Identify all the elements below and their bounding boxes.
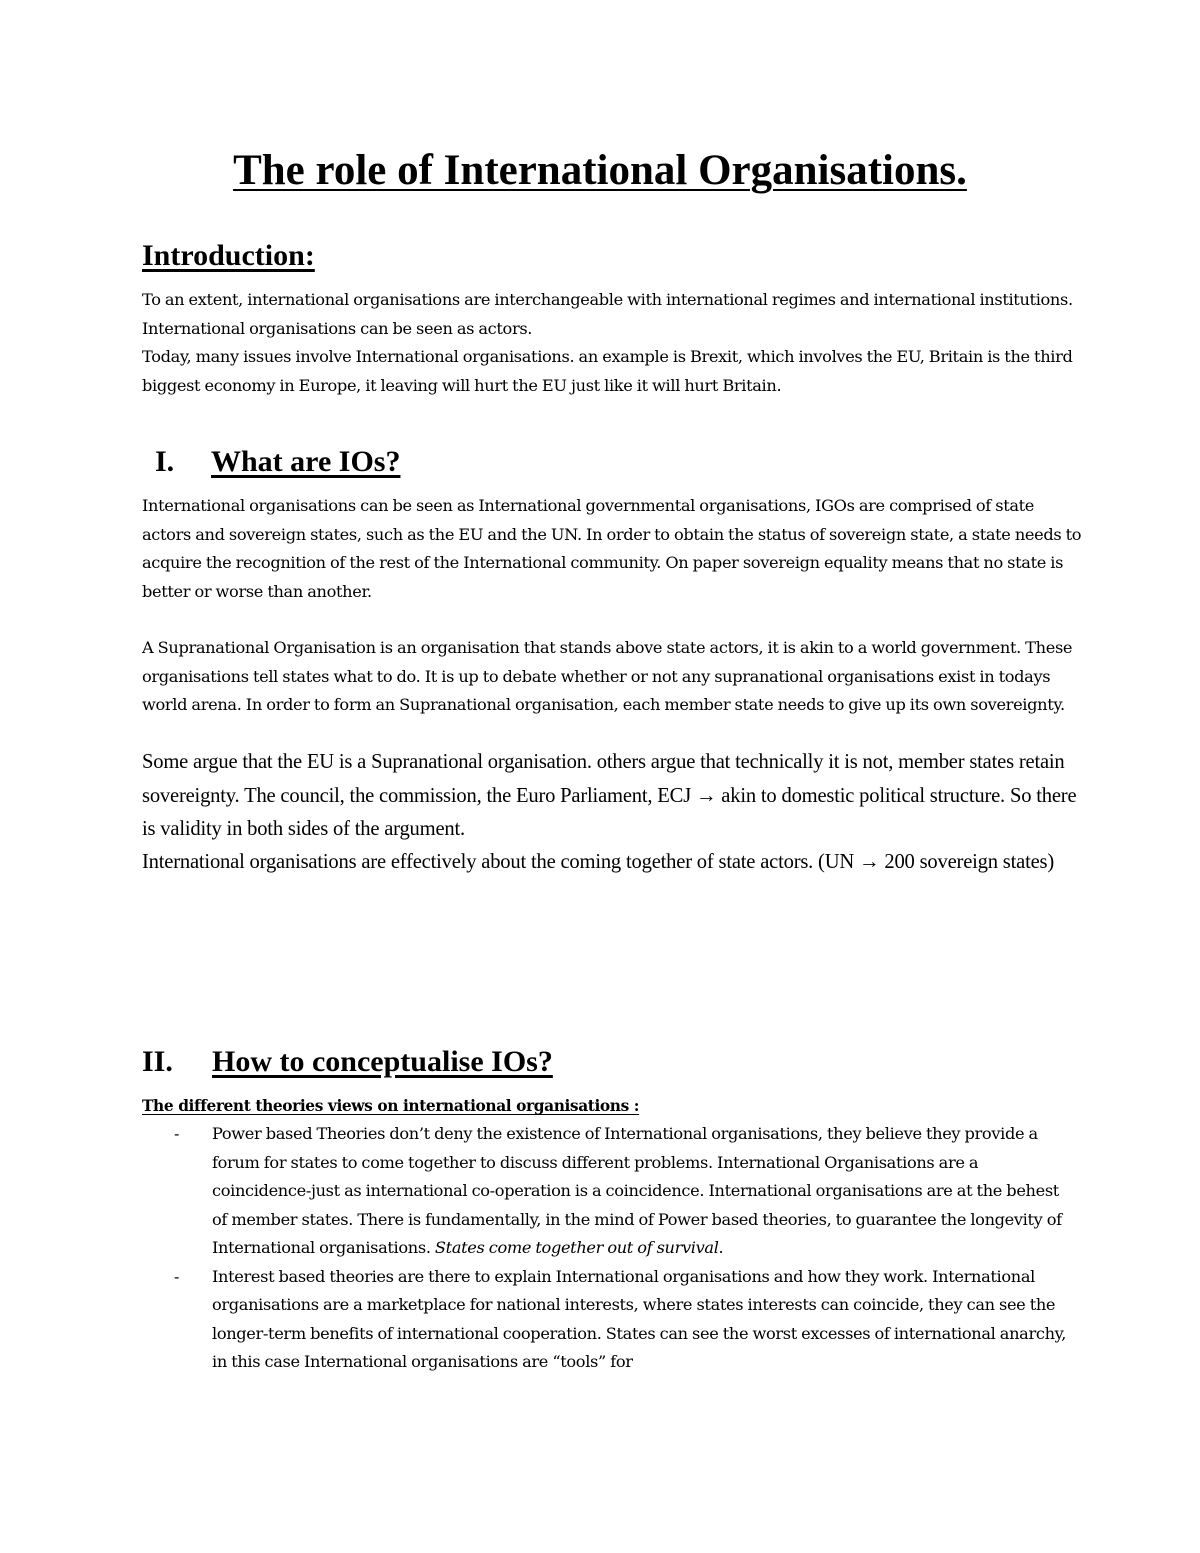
list-item-text <box>212 1120 1074 1263</box>
theories-subheading: The different theories views on international organisations : <box>142 1097 640 1115</box>
section-1-title: What are IOs? <box>211 445 401 478</box>
bullet-marker: - <box>174 1267 180 1286</box>
section-1-paragraph-1: International organisations can be seen as International governmental organisations, IGOs are comprised of state actors and sovereign states, such as the EU and the UN. In order to obtain the status of sovereign state, a state needs to acquire the recognition of the rest of the International community. On paper sovereign equality means that no state is better or worse than another. <box>142 496 1082 601</box>
section-2-title: How to conceptualise IOs? <box>212 1045 553 1078</box>
list-item <box>0 1263 1200 1377</box>
list-item-body: Power based Theories don’t deny the existence of International organisations, they believe they provide a forum for states to come together to discuss different problems. International Organisations are a coincidence-just as international co-operation is a coincidence. International organisations are at the behest of member states. There is fundamentally, in the mind of Power based theories, to guarantee the longevity of International organisations. <box>212 1124 1062 1257</box>
list-item-text <box>212 1263 1074 1377</box>
introduction-heading: Introduction: <box>142 239 315 272</box>
section-1-paragraph-3: Some argue that the EU is a Supranational organisation. others argue that technically it is not, member states retain sovereignty. The council, the commission, the Euro Parliament, ECJ → akin to domestic political structure. So there is validity in both sides of the argument. <box>142 751 1077 841</box>
bullet-marker: - <box>174 1125 180 1143</box>
introduction-paragraph: To an extent, international organisations are interchangeable with international regimes and international institutions. International organisations can be seen as actors. <box>142 290 1073 338</box>
section-1-paragraph-2: A Supranational Organisation is an organisation that stands above state actors, it is akin to a world government. These organisations tell states what to do. It is up to debate whether or not any supranational organisations exist in todays world arena. In order to form an Supranational organisation, each member state needs to give up its own sovereignty. <box>142 638 1073 714</box>
theories-list <box>0 1120 1200 1377</box>
section-2-number: II. <box>142 1045 173 1078</box>
introduction-paragraph: Today, many issues involve International organisations. an example is Brexit, which involves the EU, Britain is the third biggest economy in Europe, it leaving will hurt the EU just like it will hurt Britain. <box>142 347 1073 395</box>
section-1-heading <box>142 440 400 484</box>
list-item-body: Interest based theories are there to explain International organisations and how they work. International organisations are a marketplace for national interests, where states interests can coincide, they can see the longer-term benefits of international cooperation. States can see the worst excesses of international anarchy, in this case International organisations are “tools” for <box>212 1266 1067 1371</box>
list-item <box>0 1120 1200 1263</box>
list-item-emphasis: States come together out of survival. <box>434 1238 724 1257</box>
document-title: The role of International Organisations. <box>233 147 967 194</box>
introduction-body <box>142 286 1082 400</box>
section-1-number: I. <box>155 445 175 478</box>
section-1-paragraph-4: International organisations are effectively about the coming together of state actors. (UN → 200 sovereign states) <box>142 851 1055 873</box>
section-2-heading <box>142 1040 553 1084</box>
